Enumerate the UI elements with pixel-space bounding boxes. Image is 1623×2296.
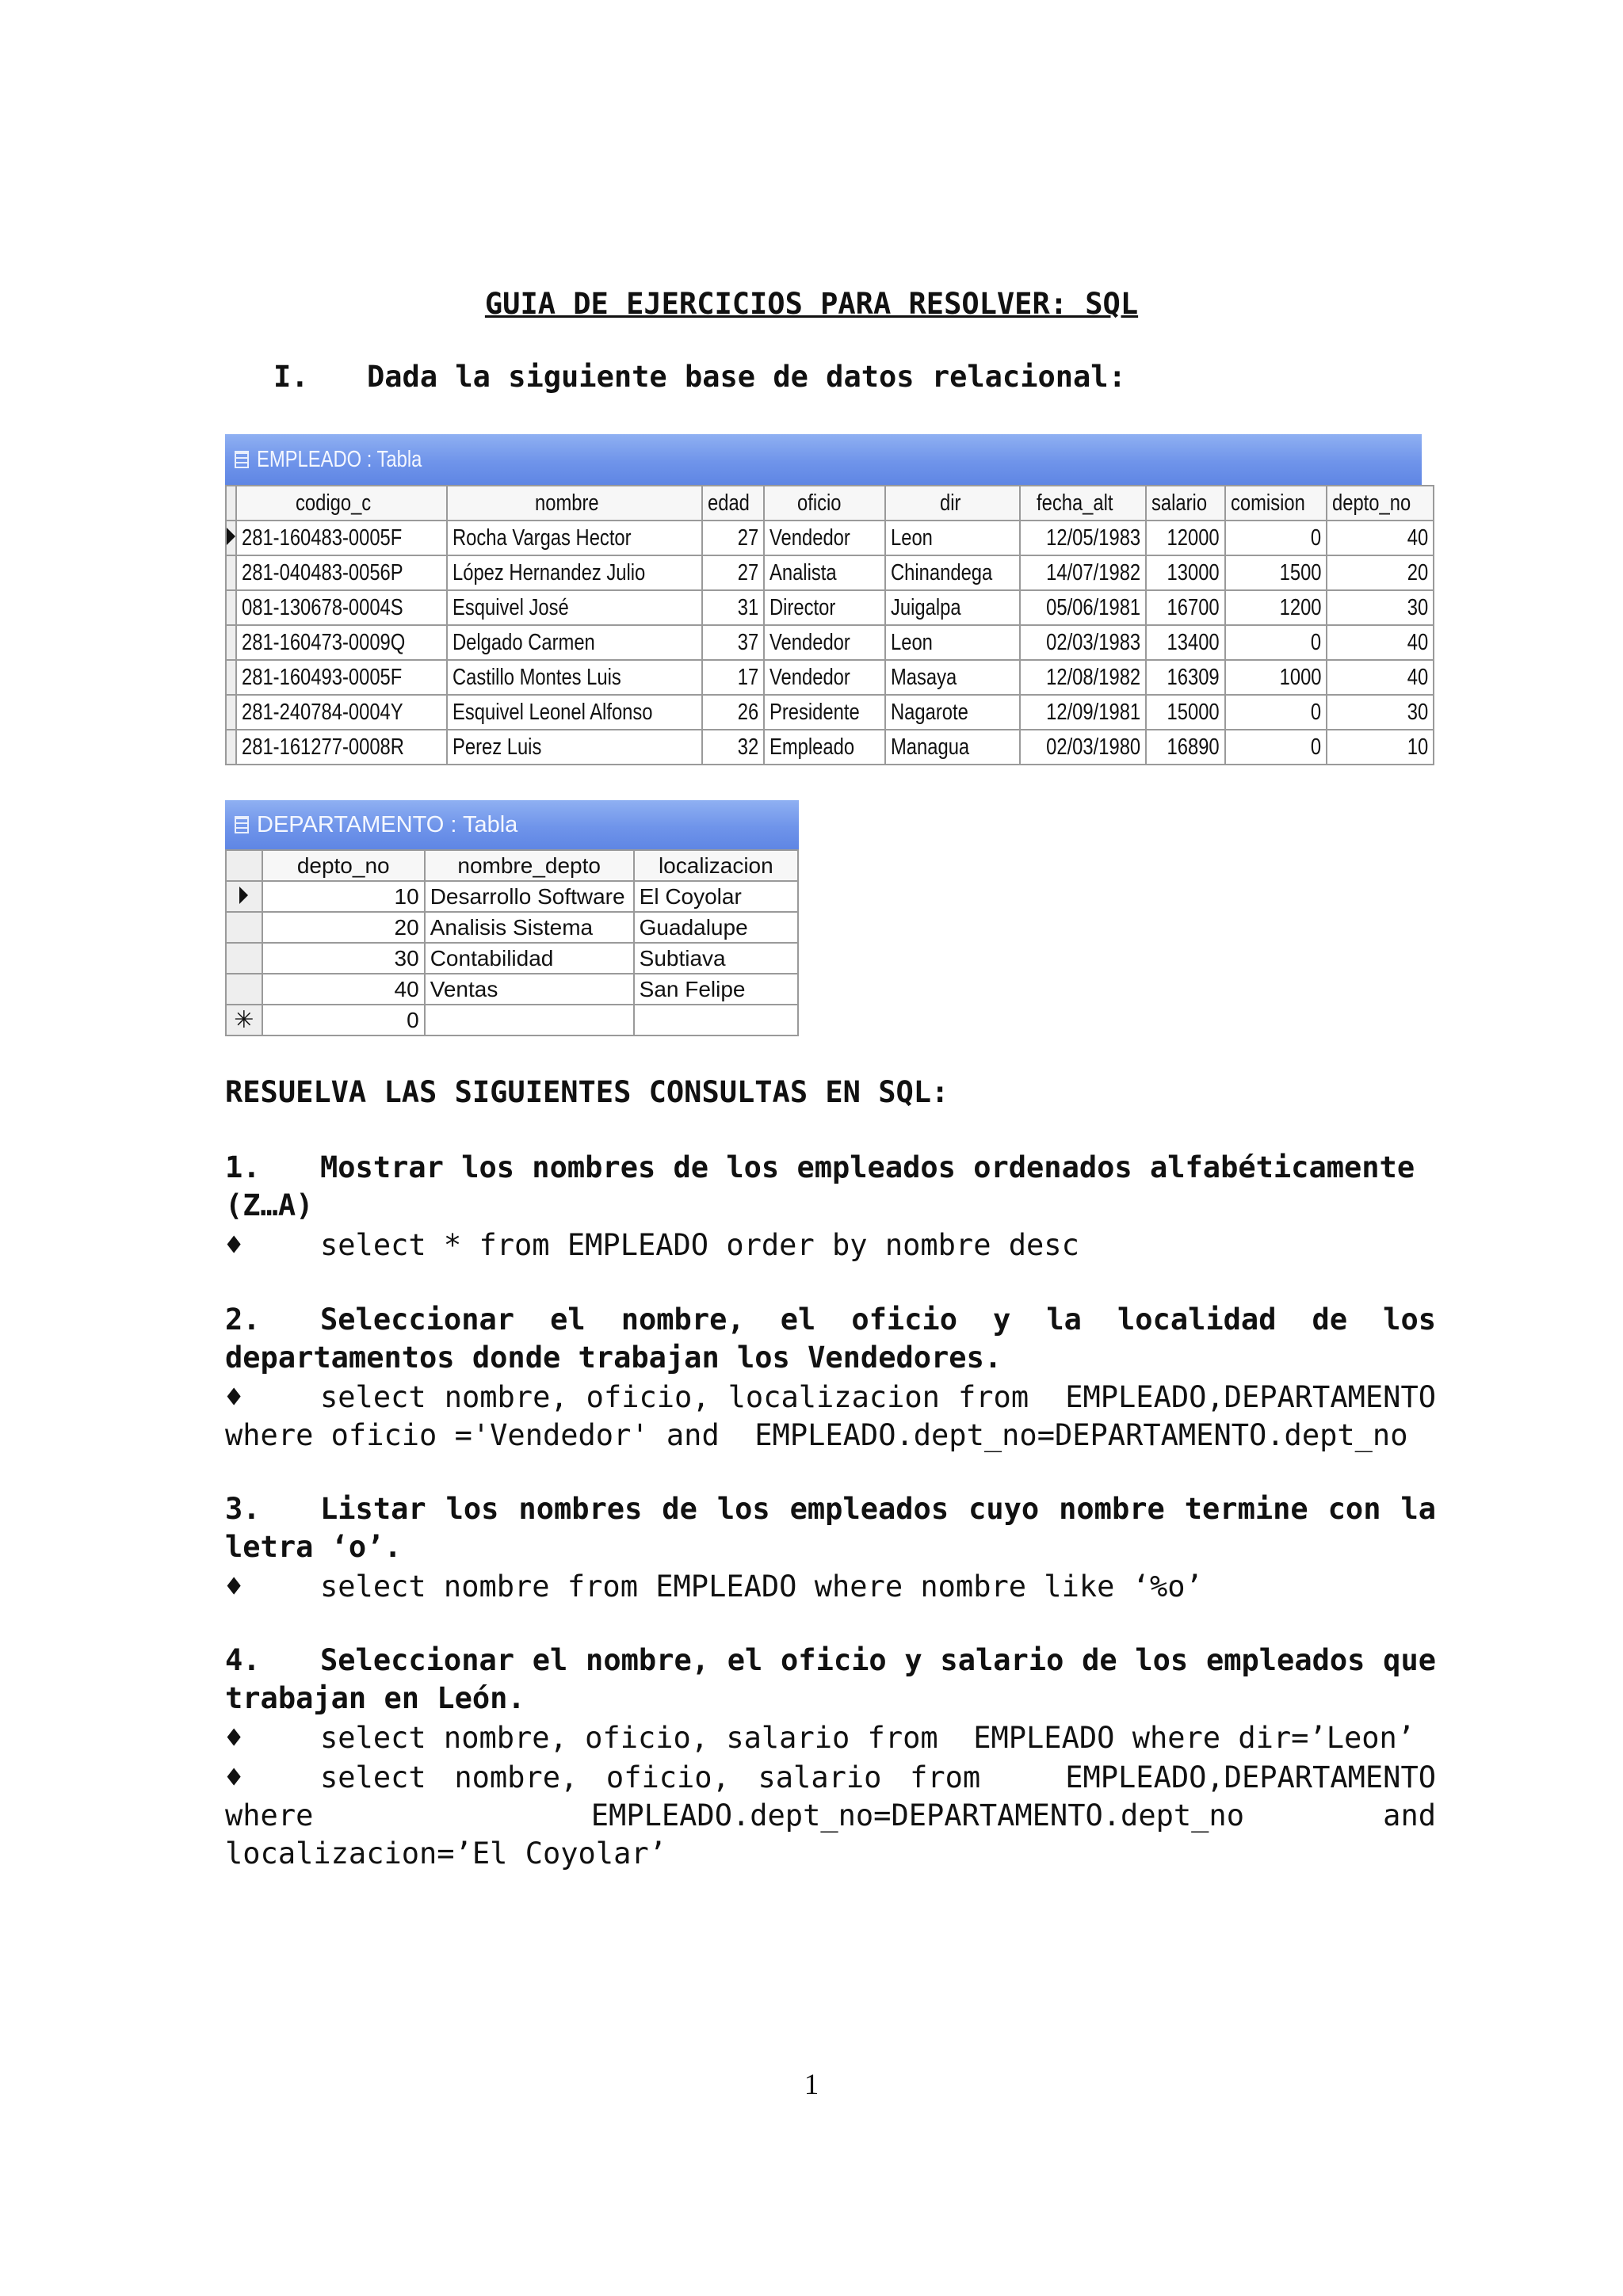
question-text: 2. Seleccionar el nombre, el oficio y la localidad de los departamentos donde trabajan los Vendedores. bbox=[225, 1302, 1436, 1375]
table-cell[interactable]: 30 bbox=[1327, 695, 1434, 730]
table-cell[interactable]: 281-160483-0005F bbox=[236, 521, 447, 555]
diamond-bullet-icon: ♦ bbox=[225, 1228, 243, 1262]
answer-line: ♦ select * from EMPLEADO order by nombre desc bbox=[225, 1226, 1436, 1264]
table-row[interactable] bbox=[226, 521, 1434, 555]
table-cell[interactable]: 02/03/1983 bbox=[1020, 625, 1146, 660]
table-row[interactable] bbox=[226, 912, 798, 943]
question-text: 3. Listar los nombres de los empleados cuyo nombre termine con la letra ‘o’. bbox=[225, 1492, 1436, 1564]
table-row[interactable] bbox=[226, 974, 798, 1005]
document-title: GUIA DE EJERCICIOS PARA RESOLVER: SQL bbox=[484, 287, 1139, 321]
table-cell[interactable]: 32 bbox=[702, 730, 765, 765]
diamond-bullet-icon: ♦ bbox=[225, 1760, 243, 1794]
table-cell[interactable]: Esquivel José bbox=[447, 590, 702, 625]
row-selector[interactable] bbox=[226, 974, 262, 1005]
table-cell[interactable]: 1200 bbox=[1225, 590, 1327, 625]
row-selector[interactable] bbox=[226, 1005, 262, 1035]
table-cell[interactable]: 30 bbox=[262, 943, 425, 974]
table-cell[interactable]: Managua bbox=[885, 730, 1020, 765]
table-row[interactable] bbox=[226, 943, 798, 974]
diamond-bullet-icon: ♦ bbox=[225, 1380, 243, 1414]
table-cell[interactable]: 16890 bbox=[1146, 730, 1224, 765]
diamond-bullet-icon: ♦ bbox=[225, 1569, 243, 1604]
row-selector[interactable] bbox=[226, 590, 236, 625]
consultas-heading: RESUELVA LAS SIGUIENTES CONSULTAS EN SQL: bbox=[225, 1075, 949, 1109]
row-selector[interactable] bbox=[226, 555, 236, 590]
table-cell[interactable]: 26 bbox=[702, 695, 765, 730]
current-record-arrow-icon bbox=[239, 887, 248, 904]
table-cell[interactable]: 27 bbox=[702, 555, 765, 590]
table-cell[interactable]: Delgado Carmen bbox=[447, 625, 702, 660]
row-selector[interactable] bbox=[226, 521, 236, 555]
table-cell[interactable]: Leon bbox=[885, 625, 1020, 660]
table-cell[interactable]: 15000 bbox=[1146, 695, 1224, 730]
table-cell[interactable]: Esquivel Leonel Alfonso bbox=[447, 695, 702, 730]
table-cell[interactable]: Juigalpa bbox=[885, 590, 1020, 625]
table-icon bbox=[235, 451, 249, 468]
table-cell[interactable]: 17 bbox=[702, 660, 765, 695]
question-4 bbox=[225, 1642, 1472, 1873]
table-cell[interactable]: 1000 bbox=[1225, 660, 1327, 695]
row-selector[interactable] bbox=[226, 912, 262, 943]
row-selector[interactable] bbox=[226, 730, 236, 765]
empleado-table-window bbox=[225, 434, 1429, 765]
table-cell[interactable]: Desarrollo Software bbox=[425, 881, 634, 912]
table-cell[interactable]: Perez Luis bbox=[447, 730, 702, 765]
table-cell[interactable]: Nagarote bbox=[885, 695, 1020, 730]
table-cell[interactable]: Empleado bbox=[764, 730, 885, 765]
question-text: 4. Seleccionar el nombre, el oficio y salario de los empleados que trabajan en León. bbox=[225, 1643, 1436, 1715]
empleado-table-titlebar bbox=[225, 434, 1422, 485]
table-cell[interactable]: Subtiava bbox=[634, 943, 798, 974]
table-cell[interactable] bbox=[634, 1005, 798, 1035]
table-cell[interactable]: Rocha Vargas Hector bbox=[447, 521, 702, 555]
section-text: Dada la siguiente base de datos relacional: bbox=[367, 360, 1126, 394]
table-cell[interactable]: 081-130678-0004S bbox=[236, 590, 447, 625]
table-cell[interactable]: 16309 bbox=[1146, 660, 1224, 695]
departamento-table bbox=[225, 849, 799, 1036]
table-cell[interactable]: Leon bbox=[885, 521, 1020, 555]
table-cell[interactable]: Vendedor bbox=[764, 625, 885, 660]
table-cell[interactable]: 14/07/1982 bbox=[1020, 555, 1146, 590]
table-row[interactable] bbox=[226, 660, 1434, 695]
column-header[interactable]: dir bbox=[885, 486, 1020, 521]
column-header[interactable]: nombre_depto bbox=[425, 850, 634, 881]
row-selector[interactable] bbox=[226, 660, 236, 695]
question-2 bbox=[225, 1301, 1454, 1455]
table-row[interactable] bbox=[226, 590, 1434, 625]
table-cell[interactable]: 0 bbox=[1225, 625, 1327, 660]
table-cell[interactable]: Guadalupe bbox=[634, 912, 798, 943]
departamento-table-title: DEPARTAMENTO : Tabla bbox=[257, 812, 518, 837]
table-cell[interactable]: Contabilidad bbox=[425, 943, 634, 974]
table-cell[interactable]: Ventas bbox=[425, 974, 634, 1005]
question-3 bbox=[225, 1490, 1436, 1606]
table-cell[interactable]: San Felipe bbox=[634, 974, 798, 1005]
row-selector-header bbox=[226, 486, 236, 521]
column-header[interactable]: salario bbox=[1146, 486, 1224, 521]
table-cell[interactable]: 12/09/1981 bbox=[1020, 695, 1146, 730]
column-header[interactable]: edad bbox=[702, 486, 765, 521]
table-cell[interactable]: 31 bbox=[702, 590, 765, 625]
table-row[interactable] bbox=[226, 881, 798, 912]
column-header[interactable]: fecha_alt bbox=[1020, 486, 1146, 521]
section-heading bbox=[273, 360, 1126, 394]
table-cell[interactable]: El Coyolar bbox=[634, 881, 798, 912]
section-number: I. bbox=[273, 360, 309, 394]
row-selector[interactable] bbox=[226, 695, 236, 730]
table-cell[interactable]: 0 bbox=[1225, 521, 1327, 555]
answer-line: ♦ select nombre, oficio, salario from EMPLEADO where dir=’Leon’ bbox=[225, 1719, 1436, 1757]
departamento-table-window bbox=[225, 800, 799, 1036]
table-cell[interactable]: 281-160473-0009Q bbox=[236, 625, 447, 660]
table-cell[interactable]: López Hernandez Julio bbox=[447, 555, 702, 590]
table-cell[interactable]: 27 bbox=[702, 521, 765, 555]
table-cell[interactable]: Masaya bbox=[885, 660, 1020, 695]
answer-line: ♦ select nombre, oficio, salario from EMPLEADO,DEPARTAMENTO where EMPLEADO.dept_no=DEPARTAMENTO.dept_no and localizacion=’El Coyolar’ bbox=[225, 1760, 1472, 1871]
table-cell[interactable]: 16700 bbox=[1146, 590, 1224, 625]
table-cell[interactable]: 0 bbox=[1225, 695, 1327, 730]
table-cell[interactable]: 281-160493-0005F bbox=[236, 660, 447, 695]
table-cell[interactable]: 13400 bbox=[1146, 625, 1224, 660]
row-selector[interactable] bbox=[226, 625, 236, 660]
new-record-row[interactable] bbox=[226, 1005, 798, 1035]
table-cell[interactable]: 30 bbox=[1327, 590, 1434, 625]
table-cell[interactable]: 10 bbox=[1327, 730, 1434, 765]
table-cell[interactable]: 13000 bbox=[1146, 555, 1224, 590]
table-cell[interactable]: 37 bbox=[702, 625, 765, 660]
answer-line: ♦ select nombre from EMPLEADO where nombre like ‘%o’ bbox=[225, 1568, 1436, 1606]
table-cell[interactable]: Analisis Sistema bbox=[425, 912, 634, 943]
departamento-header-row bbox=[226, 850, 798, 881]
column-header[interactable]: codigo_c bbox=[236, 486, 447, 521]
table-icon bbox=[235, 816, 249, 833]
table-cell[interactable]: 0 bbox=[1225, 730, 1327, 765]
table-cell[interactable]: Castillo Montes Luis bbox=[447, 660, 702, 695]
empleado-table bbox=[225, 485, 1434, 765]
table-cell[interactable]: 10 bbox=[262, 881, 425, 912]
table-cell[interactable]: 40 bbox=[1327, 625, 1434, 660]
table-cell[interactable]: 281-240784-0004Y bbox=[236, 695, 447, 730]
column-header[interactable]: localizacion bbox=[634, 850, 798, 881]
table-cell[interactable]: Director bbox=[764, 590, 885, 625]
row-selector-header bbox=[226, 850, 262, 881]
table-cell[interactable]: 20 bbox=[1327, 555, 1434, 590]
answer-line: ♦ select nombre, oficio, localizacion from EMPLEADO,DEPARTAMENTO where oficio ='Vendedor' and EMPLEADO.dept_no=DEPARTAMENTO.dept_no bbox=[225, 1380, 1454, 1452]
table-cell[interactable]: 1500 bbox=[1225, 555, 1327, 590]
table-cell[interactable]: 40 bbox=[1327, 660, 1434, 695]
table-cell[interactable] bbox=[425, 1005, 634, 1035]
column-header[interactable]: depto_no bbox=[262, 850, 425, 881]
page-number: 1 bbox=[804, 2069, 819, 2101]
table-cell[interactable]: 12000 bbox=[1146, 521, 1224, 555]
column-header[interactable]: oficio bbox=[764, 486, 885, 521]
empleado-header-row bbox=[226, 486, 1434, 521]
question-text: 1. Mostrar los nombres de los empleados ordenados alfabéticamente (Z…A) bbox=[225, 1150, 1415, 1222]
table-cell[interactable]: Presidente bbox=[764, 695, 885, 730]
empleado-table-title: EMPLEADO : Tabla bbox=[257, 447, 422, 472]
column-header[interactable]: nombre bbox=[447, 486, 702, 521]
table-cell[interactable]: 40 bbox=[262, 974, 425, 1005]
current-record-arrow-icon bbox=[227, 528, 235, 545]
new-record-asterisk-icon: ✳ bbox=[234, 1007, 254, 1033]
table-row[interactable] bbox=[226, 625, 1434, 660]
table-cell[interactable]: 281-040483-0056P bbox=[236, 555, 447, 590]
row-selector[interactable] bbox=[226, 943, 262, 974]
table-row[interactable] bbox=[226, 555, 1434, 590]
table-cell[interactable]: 02/03/1980 bbox=[1020, 730, 1146, 765]
table-cell[interactable]: 40 bbox=[1327, 521, 1434, 555]
row-selector[interactable] bbox=[226, 881, 262, 912]
table-cell[interactable]: Vendedor bbox=[764, 521, 885, 555]
table-cell[interactable]: Chinandega bbox=[885, 555, 1020, 590]
table-cell[interactable]: 05/06/1981 bbox=[1020, 590, 1146, 625]
table-row[interactable] bbox=[226, 695, 1434, 730]
table-cell[interactable]: 12/08/1982 bbox=[1020, 660, 1146, 695]
diamond-bullet-icon: ♦ bbox=[225, 1721, 243, 1755]
table-cell[interactable]: Vendedor bbox=[764, 660, 885, 695]
departamento-table-titlebar bbox=[225, 800, 799, 849]
question-1 bbox=[225, 1149, 1436, 1264]
column-header[interactable]: depto_no bbox=[1327, 486, 1434, 521]
table-cell[interactable]: 0 bbox=[262, 1005, 425, 1035]
column-header[interactable]: comision bbox=[1225, 486, 1327, 521]
table-cell[interactable]: 281-161277-0008R bbox=[236, 730, 447, 765]
table-cell[interactable]: Analista bbox=[764, 555, 885, 590]
table-cell[interactable]: 20 bbox=[262, 912, 425, 943]
table-row[interactable] bbox=[226, 730, 1434, 765]
table-cell[interactable]: 12/05/1983 bbox=[1020, 521, 1146, 555]
